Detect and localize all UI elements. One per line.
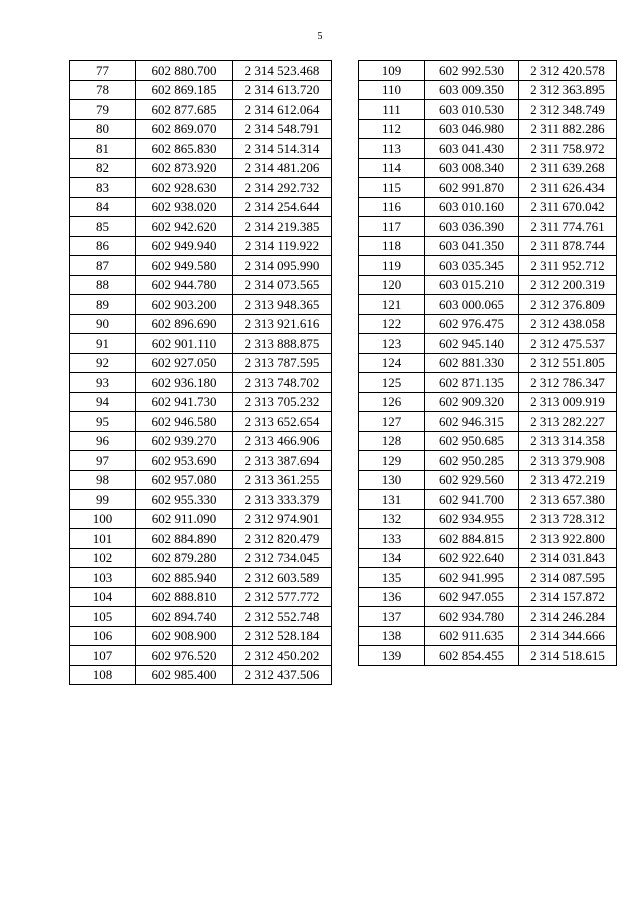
point-number-cell: 130	[359, 470, 425, 490]
table-row	[70, 139, 332, 159]
point-number-cell: 139	[359, 646, 425, 666]
y-coordinate-cell: 2 311 774.761	[519, 217, 617, 237]
x-coordinate-cell: 602 934.955	[425, 509, 519, 529]
table-row	[359, 470, 617, 490]
x-coordinate-cell: 603 046.980	[425, 119, 519, 139]
y-coordinate-cell: 2 311 626.434	[519, 178, 617, 198]
point-number-cell: 123	[359, 334, 425, 354]
y-coordinate-cell: 2 312 820.479	[233, 529, 332, 549]
table-row	[70, 568, 332, 588]
y-coordinate-cell: 2 314 548.791	[233, 119, 332, 139]
point-number-cell: 137	[359, 607, 425, 627]
point-number-cell: 131	[359, 490, 425, 510]
point-number-cell: 95	[70, 412, 136, 432]
point-number-cell: 89	[70, 295, 136, 315]
point-number-cell: 99	[70, 490, 136, 510]
table-row	[359, 607, 617, 627]
x-coordinate-cell: 602 929.560	[425, 470, 519, 490]
y-coordinate-cell: 2 312 420.578	[519, 61, 617, 81]
x-coordinate-cell: 603 041.430	[425, 139, 519, 159]
point-number-cell: 116	[359, 197, 425, 217]
table-row	[70, 100, 332, 120]
table-row	[70, 548, 332, 568]
point-number-cell: 86	[70, 236, 136, 256]
x-coordinate-cell: 602 922.640	[425, 548, 519, 568]
x-coordinate-cell: 602 927.050	[136, 353, 233, 373]
x-coordinate-cell: 603 015.210	[425, 275, 519, 295]
y-coordinate-cell: 2 314 119.922	[233, 236, 332, 256]
y-coordinate-cell: 2 314 612.064	[233, 100, 332, 120]
point-number-cell: 124	[359, 353, 425, 373]
y-coordinate-cell: 2 314 246.284	[519, 607, 617, 627]
x-coordinate-cell: 602 880.700	[136, 61, 233, 81]
point-number-cell: 80	[70, 119, 136, 139]
table-row	[359, 587, 617, 607]
table-row	[70, 490, 332, 510]
y-coordinate-cell: 2 313 387.694	[233, 451, 332, 471]
point-number-cell: 113	[359, 139, 425, 159]
table-row	[70, 587, 332, 607]
y-coordinate-cell: 2 312 348.749	[519, 100, 617, 120]
table-row	[70, 607, 332, 627]
point-number-cell: 133	[359, 529, 425, 549]
table-row	[359, 158, 617, 178]
y-coordinate-cell: 2 314 254.644	[233, 197, 332, 217]
y-coordinate-cell: 2 313 472.219	[519, 470, 617, 490]
x-coordinate-cell: 602 901.110	[136, 334, 233, 354]
point-number-cell: 106	[70, 626, 136, 646]
table-row	[70, 256, 332, 276]
point-number-cell: 129	[359, 451, 425, 471]
x-coordinate-cell: 602 941.995	[425, 568, 519, 588]
x-coordinate-cell: 603 008.340	[425, 158, 519, 178]
y-coordinate-cell: 2 313 705.232	[233, 392, 332, 412]
x-coordinate-cell: 602 955.330	[136, 490, 233, 510]
y-coordinate-cell: 2 314 031.843	[519, 548, 617, 568]
y-coordinate-cell: 2 314 087.595	[519, 568, 617, 588]
table-row	[70, 236, 332, 256]
table-row	[359, 275, 617, 295]
table-row	[70, 80, 332, 100]
table-row	[359, 236, 617, 256]
table-row	[359, 548, 617, 568]
table-row	[359, 217, 617, 237]
point-number-cell: 115	[359, 178, 425, 198]
x-coordinate-cell: 602 985.400	[136, 665, 233, 685]
point-number-cell: 103	[70, 568, 136, 588]
point-number-cell: 93	[70, 373, 136, 393]
coordinates-table-left	[69, 60, 332, 685]
table-row	[359, 334, 617, 354]
point-number-cell: 121	[359, 295, 425, 315]
point-number-cell: 104	[70, 587, 136, 607]
point-number-cell: 98	[70, 470, 136, 490]
point-number-cell: 90	[70, 314, 136, 334]
point-number-cell: 82	[70, 158, 136, 178]
y-coordinate-cell: 2 312 200.319	[519, 275, 617, 295]
x-coordinate-cell: 603 035.345	[425, 256, 519, 276]
x-coordinate-cell: 602 894.740	[136, 607, 233, 627]
point-number-cell: 108	[70, 665, 136, 685]
y-coordinate-cell: 2 312 974.901	[233, 509, 332, 529]
table-row	[359, 256, 617, 276]
x-coordinate-cell: 602 896.690	[136, 314, 233, 334]
x-coordinate-cell: 602 946.315	[425, 412, 519, 432]
point-number-cell: 126	[359, 392, 425, 412]
x-coordinate-cell: 602 950.285	[425, 451, 519, 471]
table-row	[359, 197, 617, 217]
point-number-cell: 94	[70, 392, 136, 412]
x-coordinate-cell: 602 881.330	[425, 353, 519, 373]
y-coordinate-cell: 2 312 552.748	[233, 607, 332, 627]
table-row	[70, 197, 332, 217]
table-row	[359, 80, 617, 100]
x-coordinate-cell: 603 009.350	[425, 80, 519, 100]
y-coordinate-cell: 2 312 376.809	[519, 295, 617, 315]
x-coordinate-cell: 602 908.900	[136, 626, 233, 646]
y-coordinate-cell: 2 313 314.358	[519, 431, 617, 451]
table-row	[70, 61, 332, 81]
y-coordinate-cell: 2 312 603.589	[233, 568, 332, 588]
x-coordinate-cell: 603 010.530	[425, 100, 519, 120]
y-coordinate-cell: 2 313 948.365	[233, 295, 332, 315]
point-number-cell: 127	[359, 412, 425, 432]
point-number-cell: 92	[70, 353, 136, 373]
y-coordinate-cell: 2 313 657.380	[519, 490, 617, 510]
x-coordinate-cell: 602 941.730	[136, 392, 233, 412]
x-coordinate-cell: 602 909.320	[425, 392, 519, 412]
x-coordinate-cell: 602 928.630	[136, 178, 233, 198]
table-row	[70, 470, 332, 490]
y-coordinate-cell: 2 314 518.615	[519, 646, 617, 666]
point-number-cell: 78	[70, 80, 136, 100]
table-row	[359, 392, 617, 412]
table-row	[70, 665, 332, 685]
table-row	[70, 353, 332, 373]
y-coordinate-cell: 2 313 652.654	[233, 412, 332, 432]
y-coordinate-cell: 2 312 734.045	[233, 548, 332, 568]
x-coordinate-cell: 602 934.780	[425, 607, 519, 627]
table-row	[70, 451, 332, 471]
x-coordinate-cell: 602 885.940	[136, 568, 233, 588]
x-coordinate-cell: 602 865.830	[136, 139, 233, 159]
table-row	[70, 646, 332, 666]
x-coordinate-cell: 603 000.065	[425, 295, 519, 315]
point-number-cell: 96	[70, 431, 136, 451]
point-number-cell: 81	[70, 139, 136, 159]
x-coordinate-cell: 602 991.870	[425, 178, 519, 198]
x-coordinate-cell: 602 939.270	[136, 431, 233, 451]
y-coordinate-cell: 2 312 528.184	[233, 626, 332, 646]
table-row	[70, 275, 332, 295]
table-row	[359, 139, 617, 159]
y-coordinate-cell: 2 312 438.058	[519, 314, 617, 334]
point-number-cell: 83	[70, 178, 136, 198]
x-coordinate-cell: 602 911.635	[425, 626, 519, 646]
x-coordinate-cell: 602 884.890	[136, 529, 233, 549]
x-coordinate-cell: 603 036.390	[425, 217, 519, 237]
point-number-cell: 136	[359, 587, 425, 607]
point-number-cell: 117	[359, 217, 425, 237]
y-coordinate-cell: 2 314 073.565	[233, 275, 332, 295]
y-coordinate-cell: 2 311 882.286	[519, 119, 617, 139]
point-number-cell: 111	[359, 100, 425, 120]
point-number-cell: 97	[70, 451, 136, 471]
y-coordinate-cell: 2 313 361.255	[233, 470, 332, 490]
point-number-cell: 125	[359, 373, 425, 393]
point-number-cell: 100	[70, 509, 136, 529]
y-coordinate-cell: 2 311 878.744	[519, 236, 617, 256]
x-coordinate-cell: 602 884.815	[425, 529, 519, 549]
x-coordinate-cell: 602 953.690	[136, 451, 233, 471]
y-coordinate-cell: 2 314 613.720	[233, 80, 332, 100]
y-coordinate-cell: 2 311 758.972	[519, 139, 617, 159]
point-number-cell: 85	[70, 217, 136, 237]
table-row	[359, 373, 617, 393]
x-coordinate-cell: 602 854.455	[425, 646, 519, 666]
table-row	[359, 314, 617, 334]
table-row	[70, 412, 332, 432]
y-coordinate-cell: 2 314 523.468	[233, 61, 332, 81]
y-coordinate-cell: 2 312 363.895	[519, 80, 617, 100]
table-row	[70, 626, 332, 646]
table-row	[359, 353, 617, 373]
x-coordinate-cell: 602 976.520	[136, 646, 233, 666]
y-coordinate-cell: 2 314 344.666	[519, 626, 617, 646]
y-coordinate-cell: 2 312 475.537	[519, 334, 617, 354]
x-coordinate-cell: 602 950.685	[425, 431, 519, 451]
x-coordinate-cell: 602 879.280	[136, 548, 233, 568]
table-row	[70, 334, 332, 354]
table-row	[70, 295, 332, 315]
point-number-cell: 84	[70, 197, 136, 217]
point-number-cell: 88	[70, 275, 136, 295]
x-coordinate-cell: 602 949.580	[136, 256, 233, 276]
x-coordinate-cell: 603 010.160	[425, 197, 519, 217]
point-number-cell: 102	[70, 548, 136, 568]
point-number-cell: 77	[70, 61, 136, 81]
table-row	[359, 626, 617, 646]
y-coordinate-cell: 2 313 466.906	[233, 431, 332, 451]
y-coordinate-cell: 2 312 551.805	[519, 353, 617, 373]
point-number-cell: 110	[359, 80, 425, 100]
point-number-cell: 120	[359, 275, 425, 295]
y-coordinate-cell: 2 313 787.595	[233, 353, 332, 373]
x-coordinate-cell: 602 942.620	[136, 217, 233, 237]
table-row	[70, 431, 332, 451]
y-coordinate-cell: 2 314 095.990	[233, 256, 332, 276]
x-coordinate-cell: 602 945.140	[425, 334, 519, 354]
x-coordinate-cell: 602 873.920	[136, 158, 233, 178]
point-number-cell: 91	[70, 334, 136, 354]
table-row	[70, 373, 332, 393]
point-number-cell: 128	[359, 431, 425, 451]
table-row	[359, 646, 617, 666]
x-coordinate-cell: 602 938.020	[136, 197, 233, 217]
y-coordinate-cell: 2 313 282.227	[519, 412, 617, 432]
table-row	[359, 509, 617, 529]
point-number-cell: 135	[359, 568, 425, 588]
y-coordinate-cell: 2 312 786.347	[519, 373, 617, 393]
x-coordinate-cell: 602 941.700	[425, 490, 519, 510]
point-number-cell: 101	[70, 529, 136, 549]
y-coordinate-cell: 2 314 292.732	[233, 178, 332, 198]
y-coordinate-cell: 2 313 922.800	[519, 529, 617, 549]
table-row	[70, 529, 332, 549]
point-number-cell: 119	[359, 256, 425, 276]
y-coordinate-cell: 2 312 450.202	[233, 646, 332, 666]
x-coordinate-cell: 602 869.185	[136, 80, 233, 100]
y-coordinate-cell: 2 313 333.379	[233, 490, 332, 510]
x-coordinate-cell: 602 911.090	[136, 509, 233, 529]
y-coordinate-cell: 2 314 514.314	[233, 139, 332, 159]
x-coordinate-cell: 602 949.940	[136, 236, 233, 256]
table-row	[359, 431, 617, 451]
y-coordinate-cell: 2 311 952.712	[519, 256, 617, 276]
y-coordinate-cell: 2 313 748.702	[233, 373, 332, 393]
table-row	[70, 119, 332, 139]
page-number: 5	[317, 31, 323, 42]
point-number-cell: 112	[359, 119, 425, 139]
y-coordinate-cell: 2 314 157.872	[519, 587, 617, 607]
x-coordinate-cell: 602 869.070	[136, 119, 233, 139]
x-coordinate-cell: 602 947.055	[425, 587, 519, 607]
point-number-cell: 79	[70, 100, 136, 120]
x-coordinate-cell: 602 944.780	[136, 275, 233, 295]
table-row	[359, 61, 617, 81]
table-row	[70, 314, 332, 334]
y-coordinate-cell: 2 313 009.919	[519, 392, 617, 412]
table-row	[70, 509, 332, 529]
y-coordinate-cell: 2 311 670.042	[519, 197, 617, 217]
y-coordinate-cell: 2 314 481.206	[233, 158, 332, 178]
table-row	[359, 490, 617, 510]
x-coordinate-cell: 602 946.580	[136, 412, 233, 432]
table-row	[70, 158, 332, 178]
point-number-cell: 87	[70, 256, 136, 276]
x-coordinate-cell: 602 976.475	[425, 314, 519, 334]
table-row	[359, 178, 617, 198]
table-row	[70, 392, 332, 412]
point-number-cell: 114	[359, 158, 425, 178]
y-coordinate-cell: 2 313 728.312	[519, 509, 617, 529]
x-coordinate-cell: 602 957.080	[136, 470, 233, 490]
point-number-cell: 138	[359, 626, 425, 646]
x-coordinate-cell: 602 877.685	[136, 100, 233, 120]
y-coordinate-cell: 2 312 437.506	[233, 665, 332, 685]
x-coordinate-cell: 602 992.530	[425, 61, 519, 81]
table-row	[359, 412, 617, 432]
point-number-cell: 105	[70, 607, 136, 627]
y-coordinate-cell: 2 311 639.268	[519, 158, 617, 178]
point-number-cell: 107	[70, 646, 136, 666]
point-number-cell: 132	[359, 509, 425, 529]
x-coordinate-cell: 602 936.180	[136, 373, 233, 393]
y-coordinate-cell: 2 313 921.616	[233, 314, 332, 334]
table-row	[359, 100, 617, 120]
table-row	[70, 217, 332, 237]
table-row	[359, 529, 617, 549]
x-coordinate-cell: 602 903.200	[136, 295, 233, 315]
x-coordinate-cell: 602 888.810	[136, 587, 233, 607]
table-row	[70, 178, 332, 198]
x-coordinate-cell: 602 871.135	[425, 373, 519, 393]
y-coordinate-cell: 2 312 577.772	[233, 587, 332, 607]
y-coordinate-cell: 2 313 888.875	[233, 334, 332, 354]
coordinates-table-right	[358, 60, 617, 666]
table-row	[359, 119, 617, 139]
point-number-cell: 109	[359, 61, 425, 81]
point-number-cell: 122	[359, 314, 425, 334]
table-row	[359, 295, 617, 315]
point-number-cell: 118	[359, 236, 425, 256]
point-number-cell: 134	[359, 548, 425, 568]
x-coordinate-cell: 603 041.350	[425, 236, 519, 256]
y-coordinate-cell: 2 314 219.385	[233, 217, 332, 237]
table-row	[359, 568, 617, 588]
y-coordinate-cell: 2 313 379.908	[519, 451, 617, 471]
table-row	[359, 451, 617, 471]
